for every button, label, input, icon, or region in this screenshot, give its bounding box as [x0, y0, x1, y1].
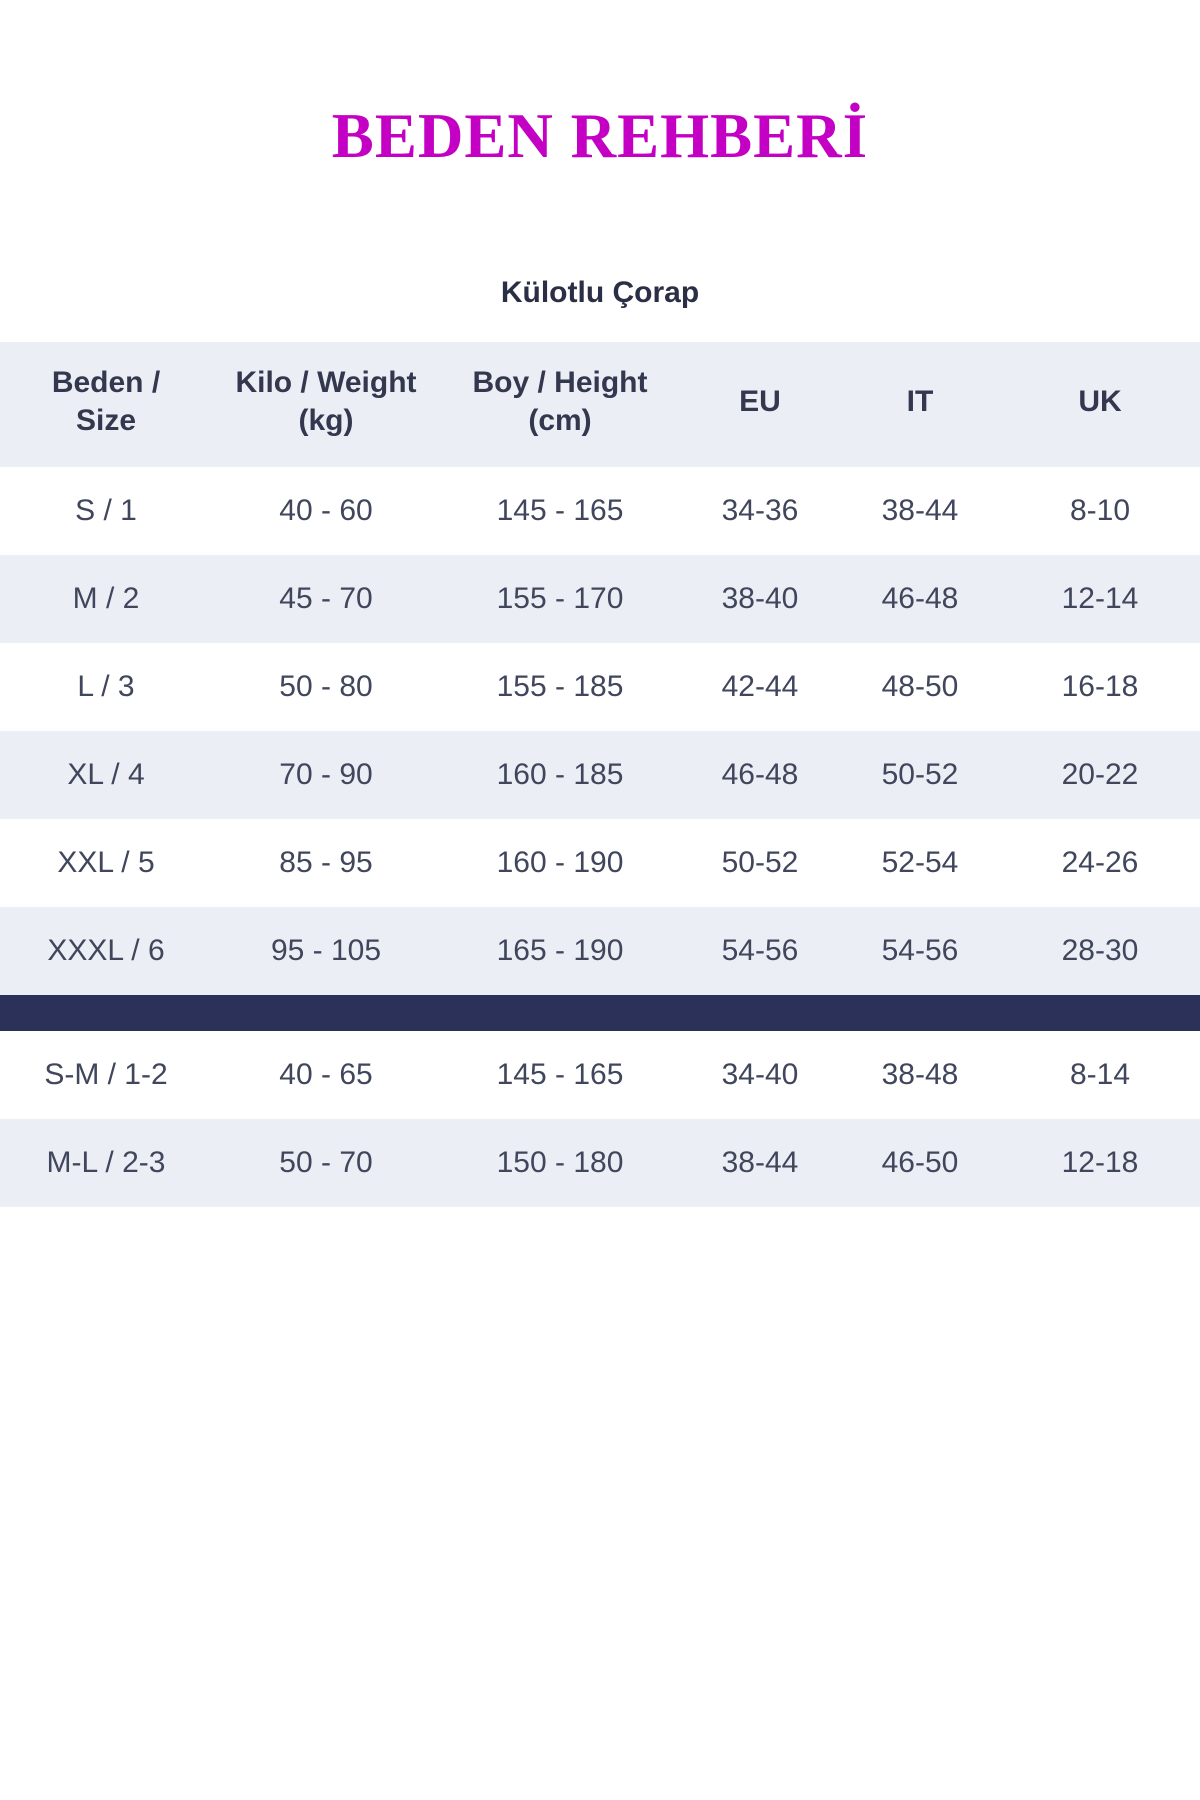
cell-weight: 85 - 95 — [212, 819, 440, 907]
cell-size: XXL / 5 — [0, 819, 212, 907]
table-row — [0, 555, 1200, 643]
cell-eu: 50-52 — [680, 819, 840, 907]
cell-uk: 28-30 — [1000, 907, 1200, 995]
cell-size: M-L / 2-3 — [0, 1119, 212, 1207]
table-row — [0, 467, 1200, 555]
cell-it: 52-54 — [840, 819, 1000, 907]
cell-it: 48-50 — [840, 643, 1000, 731]
cell-weight: 70 - 90 — [212, 731, 440, 819]
table-section-separator — [0, 995, 1200, 1031]
cell-eu: 42-44 — [680, 643, 840, 731]
cell-size: S / 1 — [0, 467, 212, 555]
cell-weight: 40 - 65 — [212, 1031, 440, 1119]
column-header-it: IT — [840, 342, 1000, 467]
cell-it: 54-56 — [840, 907, 1000, 995]
column-header-eu: EU — [680, 342, 840, 467]
table-row — [0, 907, 1200, 995]
cell-eu: 34-36 — [680, 467, 840, 555]
column-header-size-line1: Beden / — [51, 366, 161, 399]
cell-it: 46-48 — [840, 555, 1000, 643]
cell-height: 160 - 190 — [440, 819, 680, 907]
separator-bar — [0, 995, 1200, 1031]
table-row — [0, 643, 1200, 731]
column-header-weight-line2: (kg) — [298, 404, 354, 438]
cell-weight: 40 - 60 — [212, 467, 440, 555]
cell-height: 160 - 185 — [440, 731, 680, 819]
column-header-height-line1: Boy / Height — [472, 366, 648, 399]
cell-uk: 24-26 — [1000, 819, 1200, 907]
column-header-size-line2: Size — [75, 404, 137, 438]
cell-weight: 50 - 70 — [212, 1119, 440, 1207]
page-title: BEDEN REHBERİ — [331, 101, 869, 171]
cell-height: 145 - 165 — [440, 467, 680, 555]
table-row — [0, 1031, 1200, 1119]
column-header-size — [0, 342, 212, 467]
cell-height: 155 - 185 — [440, 643, 680, 731]
column-header-weight-line1: Kilo / Weight — [235, 366, 417, 399]
column-header-height — [440, 342, 680, 467]
cell-height: 155 - 170 — [440, 555, 680, 643]
table-header — [0, 342, 1200, 467]
table-row — [0, 819, 1200, 907]
size-table-container — [0, 342, 1200, 1207]
cell-it: 46-50 — [840, 1119, 1000, 1207]
cell-weight: 95 - 105 — [212, 907, 440, 995]
cell-eu: 38-44 — [680, 1119, 840, 1207]
cell-weight: 50 - 80 — [212, 643, 440, 731]
cell-it: 50-52 — [840, 731, 1000, 819]
cell-height: 165 - 190 — [440, 907, 680, 995]
size-table — [0, 342, 1200, 1207]
cell-eu: 38-40 — [680, 555, 840, 643]
cell-eu: 54-56 — [680, 907, 840, 995]
column-header-uk: UK — [1000, 342, 1200, 467]
table-row — [0, 731, 1200, 819]
product-subtitle: Külotlu Çorap — [500, 276, 700, 309]
cell-size: S-M / 1-2 — [0, 1031, 212, 1119]
cell-size: L / 3 — [0, 643, 212, 731]
cell-eu: 34-40 — [680, 1031, 840, 1119]
cell-uk: 12-18 — [1000, 1119, 1200, 1207]
column-header-height-line2: (cm) — [528, 404, 592, 438]
cell-size: M / 2 — [0, 555, 212, 643]
cell-it: 38-48 — [840, 1031, 1000, 1119]
cell-size: XL / 4 — [0, 731, 212, 819]
cell-eu: 46-48 — [680, 731, 840, 819]
cell-it: 38-44 — [840, 467, 1000, 555]
cell-uk: 8-10 — [1000, 467, 1200, 555]
cell-uk: 8-14 — [1000, 1031, 1200, 1119]
table-header-row — [0, 342, 1200, 467]
cell-height: 145 - 165 — [440, 1031, 680, 1119]
cell-height: 150 - 180 — [440, 1119, 680, 1207]
cell-uk: 12-14 — [1000, 555, 1200, 643]
cell-weight: 45 - 70 — [212, 555, 440, 643]
table-body — [0, 467, 1200, 1207]
cell-uk: 20-22 — [1000, 731, 1200, 819]
cell-size: XXXL / 6 — [0, 907, 212, 995]
column-header-weight — [212, 342, 440, 467]
table-row — [0, 1119, 1200, 1207]
cell-uk: 16-18 — [1000, 643, 1200, 731]
